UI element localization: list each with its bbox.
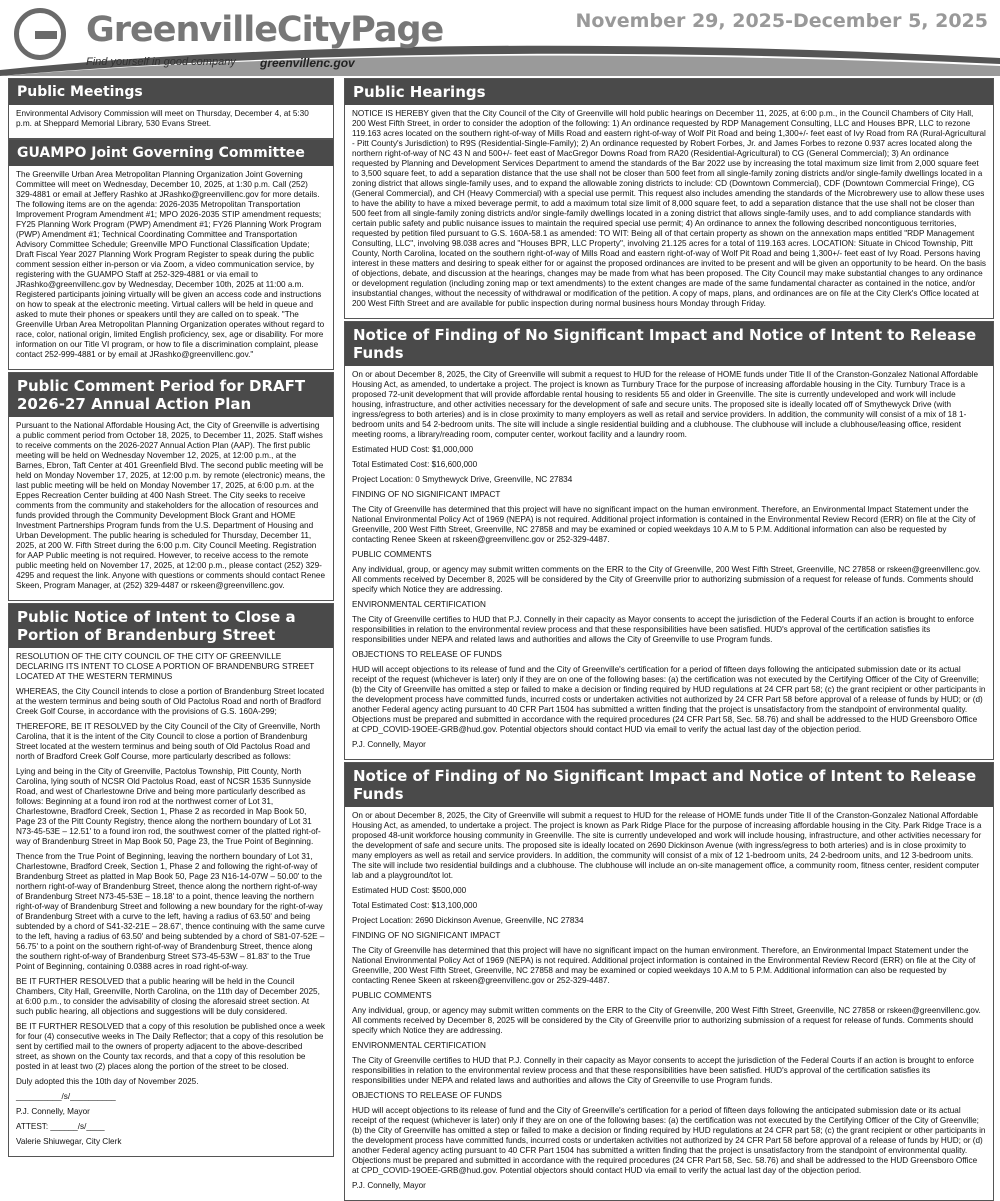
draft-plan-section xyxy=(8,372,334,601)
paragraph: On or about December 8, 2025, the City of Greenville will submit a request to HUD for the release of HOME funds under Title II of the Cranston-Gonzalez National Affordable Housing Act, as amended, to undertake a project. The project is known as Turnbury Trace for the purpose of increasing affordable housing in the City. Turnbury Trace is a proposed 72-unit development that will provide affordable rental housing to residents 55 and older in Greenville. The site is currently undeveloped and work will include housing, infrastructure, and other activities necessary for the development of safe and secure units. The proposed site is ideally located off of Smythewyck Drive (with ingress/egress to both arteries) and is in close proximity to many employers as well as retail and service providers. In addition, the community will consist of a mix of 18 1-bedroom units and 54 2-bedroom units. The site will include a single residential building and a clubhouse. The clubhouse will include a clubhouse/leasing office, resident meeting rooms, a library/reading room, computer center, workout facility and a laundry room. xyxy=(352,370,979,439)
paragraph: PUBLIC COMMENTS xyxy=(352,991,432,1000)
attest-line: ATTEST: ______/s/____ xyxy=(16,1122,105,1131)
paragraph: RESOLUTION OF THE CITY COUNCIL OF THE CITY OF GREENVILLE DECLARING ITS INTENT TO CLOSE A PORTION OF BRANDENBURG STREET LOCATED AT THE WESTERN TERMINUS xyxy=(16,652,315,681)
section-heading: GUAMPO Joint Governing Committee xyxy=(9,140,333,166)
right-column xyxy=(344,78,994,1201)
date-range: November 29, 2025-December 5, 2025 xyxy=(575,10,988,32)
section-heading: Public Notice of Intent to Close a Portion of Brandenburg Street xyxy=(9,604,333,648)
paragraph: HUD will accept objections to its release of fund and the City of Greenville's certification for a period of fifteen days following the anticipated submission date or its actual receipt of the request (whichever is later) only if they are on one of the following bases: (a) the certification was not executed by the Certifying Officer of the City of Greenville; (b) the City of Greenville has omitted a step or failed to make a decision or finding required by HUD regulations at 24 CFR part 58; (c) the grant recipient or other participants in the development process have committed funds, incurred costs or undertaken activities not authorized by 24 CFR Part 58 before approval of a release of funds by HUD; or (d) another Federal agency acting pursuant to 40 CFR Part 1504 has submitted a written finding that the project is unsatisfactory from the standpoint of environmental quality. Objections must be prepared and submitted in accordance with the required procedures (24 CFR Part 58, Sec. 58.76) and shall be addressed to the HUD Greensboro Office at CPD_COVID-19OEE-GRB@hud.gov. Potential objectors should contact HUD via email to verify the actual last day of the objection period. xyxy=(352,665,986,734)
site-link[interactable]: greenvillenc.gov xyxy=(260,56,355,70)
paragraph: Project Location: 2690 Dickinson Avenue, Greenville, NC 27834 xyxy=(352,916,584,925)
paragraph: PUBLIC COMMENTS xyxy=(352,550,432,559)
left-column xyxy=(8,78,334,1157)
paragraph: Any individual, group, or agency may submit written comments on the ERR to the City of Greenville, 200 West Fifth Street, Greenville, NC 27858 or rskeen@greenvillenc.gov. All comments received by December 8, 2025 will be considered by the City of Greenville prior to authorizing submission of a request for release of funds. Comments should specify which Notice they are addressing. xyxy=(352,565,981,594)
paragraph: BE IT FURTHER RESOLVED that a copy of this resolution be published once a week for four (4) consecutive weeks in The Daily Reflector; that a copy of this resolution be sent by certified mail to the owners of property adjacent to the above-described street, as shown on the County tax records, and that a copy of this resolution be posted in at least two (2) places along the portion of the street to be closed. xyxy=(16,1022,326,1071)
tagline: Find yourself in good company xyxy=(86,56,236,68)
attest-name: Valerie Shiuwegar, City Clerk xyxy=(16,1137,122,1146)
section-text: The Greenville Urban Area Metropolitan Planning Organization Joint Governing Committee will meet on Wednesday, December 10, 2025, at 1:30 p.m. Call (252) 329-4881 or email at Jeffery Rashko at JRashko@greenvillenc.gov for more details. The following items are on the agenda: 2026-2035 Metropolitan Transportation Improvement Program Amendment #1; MPO 2026-2035 STIP amendment requests; FY25 Planning Work Program (PWP) Amendment #1; FY26 Planning Work Program (PWP) Amendment #1; Technical Coordinating Committee and Transportation Advisory Committee Schedule; Greenville MPO Functional Classification Update; Draft Fiscal Year 2027 Planning Work Program Register to speak during the public comment session either in-person or via Zoom, a video communication service, by registering with the GUAMPO Staff at 252-329-4881 or via email to JRashko@greenvillenc.gov by Wednesday, December 10th, 2025 at 11:00 a.m. Registered participants joining virtually will be given an access code and instructions on how to speak at the electronic meeting. Virtual callers will be held in queue and asked to mute their phones or speakers until they are called on to speak. "The Greenville Urban Area Metropolitan Planning Organization operates without regard to race, color, national origin, limited English proficiency, sex, age or disability. For more information on our Title VI program, or how to file a discrimination complaint, please contact 252-999-4881 or by email at JRashko@greenvillenc.gov." xyxy=(16,170,325,359)
paragraph: The City of Greenville has determined that this project will have no significant impact on the human environment. Therefore, an Environmental Impact Statement under the National Environmental Policy Act of 1969 (NEPA) is not required. Additional project information is contained in the Environmental Review Record (ERR) on file at the City of Greenville, 200 West Fifth Street, Greenville, NC 27858 and may be examined or copied weekdays 10 A.M to 5 P.M. Additional information can also be requested by contacting Renee Skeen at rskeen@greenvillenc.gov or 252-329-4487. xyxy=(352,946,976,985)
guampo-section xyxy=(8,139,334,370)
paragraph: The City of Greenville certifies to HUD that P.J. Connelly in their capacity as Mayor consents to accept the jurisdiction of the Federal Courts if an action is brought to enforce responsibilities in relation to the environmental review process and that these responsibilities have been satisfied. HUD's approval of the certification satisfies its responsibilities under NEPA and related laws and authorities and allows the City of Greenville to use Program funds. xyxy=(352,1056,974,1085)
paragraph: WHEREAS, the City Council intends to close a portion of Brandenburg Street located at the western terminus and being south of Old Pactolus Road and north of Bradford Creek Golf Course, in accordance with the provisions of G.S. 160A-299; xyxy=(16,687,325,716)
section-text: NOTICE IS HEREBY given that the City Council of the City of Greenville will hold public hearings on December 11, 2025, at 6:00 p.m., in the Council Chambers of City Hall, 200 West Fifth Street, in order to consider the adoption of the following: 1) An ordinance requested by RDP Management Consulting, LLC and Houses BPR, LLC to rezone 119.163 acres located on the southern right-of-way of Mills Road and eastern right-of-way of Wolf Pit Road and being 1,300+/- feet east of Ivy Road from RA (Rural-Agricultural - Pitt County's Jurisdiction) to R9S (Residential-Single-Family); 2) An ordinance requested by Robert Forbes, Jr. and James Forbes to rezone 0.937 acres located along the northern right-of-way of NC 43 N and 500+/- feet east of MacGregor Downs Road from RA20 (Residential-Agricultural) to CG (General Commercial); 3) An ordinance requested by Planning and Development Services Department to amend the standards of the Bar 2022 use by increasing the total maximum size limit from 2,000 square feet to 3,500 square feet, to add a separation distance that the use shall not be closer than 500 feet from all single-family zoning districts and/or single-family dwellings located in a zoning district that allows single-family uses, and to expand the allowable zoning districts to include: CD (Downtown Commercial), CDF (Downtown Commercial Fringe), CG (General Commercial), and CH (Heavy Commercial) with a special use permit. This request also includes amending the standards of the Microbrewery use to allow these uses to have the ability to have a mixed beverage permit, to add a maximum total size limit of 8,000 square feet, to add a separation distance that the use shall not be closer than 500 feet from all single-family zoning districts and/or single-family dwellings located in a zoning district that allows single-family uses, and to add compliance standards with certain public safety and public nuisance issues to maintain the required special use permit; 4) An ordinance to annex the following described noncontiguous territories, requested by petition filed pursuant to G.S. 160A-58.1 as amended: TO WIT: Being all of that certain property as shown on the annexation maps entitled "RDP Management Consulting, LLC", involving 98.038 acres and "Houses BPR, LLC Property", involving 21.125 acres for a total of 119.163 acres. LOCATION: Situate in Chicod Township, Pitt County, North Carolina, located on the southern right-of-way of Mills Road and eastern right-of-way of Wolf Pit Road and being 1,300+/- feet east of Ivy Road. Persons having interest in these matters and desiring to speak either for or against the proposed ordinances are invited to be present and will be given an opportunity to be heard. On the basis of objections, debate, and discussion at the hearings, changes may be made from what has been proposed. The City Council may make substantial changes to any ordinance or development regulation (including zoning map or text amendments) to the extent changes are made of the same fundamental character as contained in the notice, and/or insubstantial changes, without the necessity of withdrawal or modification of the petition. A copy of maps, plans, and ordinances are on file at the City Clerk's Office located at 200 West Fifth Street and are available for public inspection during normal business hours Monday through Friday. xyxy=(352,109,987,308)
paragraph: OBJECTIONS TO RELEASE OF FUNDS xyxy=(352,650,502,659)
paragraph: Estimated HUD Cost: $500,000 xyxy=(352,886,467,895)
paragraph: The City of Greenville has determined that this project will have no significant impact on the human environment. Therefore, an Environmental Impact Statement under the National Environmental Policy Act of 1969 (NEPA) is not required. Additional project information is contained in the Environmental Review Record (ERR) on file at the City of Greenville, 200 West Fifth Street, Greenville, NC 27858 and may be examined or copied weekdays 10 A.M to 5 P.M. Additional information can also be requested by contacting Renee Skeen at rskeen@greenvillenc.gov or 252-329-4487. xyxy=(352,505,976,544)
section-heading: Public Comment Period for DRAFT 2026-27 Annual Action Plan xyxy=(9,373,333,417)
section-heading: Notice of Finding of No Significant Impact and Notice of Intent to Release Funds xyxy=(345,763,993,807)
signature-line: __________/s/__________ xyxy=(16,1092,116,1101)
paragraph: On or about December 8, 2025, the City of Greenville will submit a request to HUD for the release of HOME funds under Title II of the Cranston-Gonzalez National Affordable Housing Act, as amended, to undertake a project. The project is known as Park Ridge Place for the purpose of increasing affordable housing in the City. Park Ridge Trace is a proposed 48-unit workforce housing community in Greenville. The site is currently undeveloped and work will include housing, infrastructure, and other activities necessary for the development of safe and secure units. The proposed site is ideally located on 2690 Dickinson Avenue (with ingress/egress to both arteries) and is in close proximity to many employers as well as retail and service providers. In addition, the community will consist of a mix of 12 1-bedroom units, 24 2-bedroom units, and 12 3-bedroom units. The site will include two residential buildings and a clubhouse. The clubhouse will include an on-site management office, a community room, fitness center, resident computer lab and a playground/tot lot. xyxy=(352,811,982,880)
paragraph: Estimated HUD Cost: $1,000,000 xyxy=(352,445,474,454)
paragraph: HUD will accept objections to its release of fund and the City of Greenville's certification for a period of fifteen days following the anticipated submission date or its actual receipt of the request (whichever is later) only if they are on one of the following bases: (a) the certification was not executed by the Certifying Officer of the City of Greenville; (b) the City of Greenville has omitted a step or failed to make a decision or finding required by HUD regulations at 24 CFR part 58; (c) the grant recipient or other participants in the development process have committed funds, incurred costs or undertaken activities not authorized by 24 CFR Part 58 before approval of a release of funds by HUD; or (d) another Federal agency acting pursuant to 40 CFR Part 1504 has submitted a written finding that the project is unsatisfactory from the standpoint of environmental quality. Objections must be prepared and submitted in accordance with the required procedures (24 CFR Part 58, Sec. 58.76) and shall be addressed to the HUD Greensboro Office at CPD_COVID-19OEE-GRB@hud.gov. Potential objectors should contact HUD via email to verify the actual last day of the objection period. xyxy=(352,1106,986,1175)
paragraph: Thence from the True Point of Beginning, leaving the northern boundary of Lot 31, Charlestowne, Bradford Creek, Section 1, Phase 2 and following the right-of-way of Brandenburg Street as platted in Map Book 50, Page 23 N16-14-07W – 50.00' to the northern right-of-way of Brandenburg Street, thence along the northern right-of-way of Brandenburg Street N73-45-53E – 18.18' to a point, thence leaving the northern right-of-way of Brandenburg Street and following a new boundary for the right-of-way of Brandenburg Street with a curve to the left, having a radius of 63.50' and being subtended by a chord of S41-32-21E – 28.67', thence continuing with the same curve to the left, having a radius of 63.50' and being subtended by a chord of S81-07-52E – 56.75' to a point on the southern right-of-way of Brandenburg Street, thence along the southern right-of-way of Brandenburg Street S73-45-53W – 81.83' to the True Point of Beginning, containing 0.0388 acres in road right-of-way. xyxy=(16,852,325,971)
paragraph: Project Location: 0 Smythewyck Drive, Greenville, NC 27834 xyxy=(352,475,573,484)
paragraph: FINDING OF NO SIGNIFICANT IMPACT xyxy=(352,490,501,499)
paragraph: P.J. Connelly, Mayor xyxy=(352,740,426,749)
paragraph: The City of Greenville certifies to HUD that P.J. Connelly in their capacity as Mayor consents to accept the jurisdiction of the Federal Courts if an action is brought to enforce responsibilities in relation to the environmental review process and that these responsibilities have been satisfied. HUD's approval of the certification satisfies its responsibilities under NEPA and related laws and authorities and allows the City of Greenville to use Program funds. xyxy=(352,615,974,644)
fonsi-section-2 xyxy=(344,762,994,1201)
paragraph: THEREFORE, BE IT RESOLVED by the City Council of the City of Greenville, North Carolina, that it is the intent of the City Council to close a portion of Brandenburg Street located at the western terminus and being south of Old Pactolus Road and north of Bradford Creek Golf Course, more particularly described as follows: xyxy=(16,722,321,761)
fonsi-section-1 xyxy=(344,321,994,760)
paragraph: OBJECTIONS TO RELEASE OF FUNDS xyxy=(352,1091,502,1100)
public-hearings-section xyxy=(344,78,994,319)
masthead-title: GreenvilleCityPage xyxy=(86,10,444,50)
paragraph: ENVIRONMENTAL CERTIFICATION xyxy=(352,1041,486,1050)
paragraph: Total Estimated Cost: $13,100,000 xyxy=(352,901,478,910)
g-logo-icon xyxy=(14,8,66,60)
section-heading: Notice of Finding of No Significant Impact and Notice of Intent to Release Funds xyxy=(345,322,993,366)
paragraph: FINDING OF NO SIGNIFICANT IMPACT xyxy=(352,931,501,940)
public-meetings-section xyxy=(8,78,334,139)
paragraph: Any individual, group, or agency may submit written comments on the ERR to the City of Greenville, 200 West Fifth Street, Greenville, NC 27858 or rskeen@greenvillenc.gov. All comments received by December 8, 2025 will be considered by the City of Greenville prior to authorizing submission of a request for release of funds. Comments should specify which Notice they are addressing. xyxy=(352,1006,981,1035)
paragraph: P.J. Connelly, Mayor xyxy=(352,1181,426,1190)
brandenburg-section xyxy=(8,603,334,1157)
signature-name: P.J. Connelly, Mayor xyxy=(16,1107,90,1116)
paragraph: Total Estimated Cost: $16,600,000 xyxy=(352,460,478,469)
paragraph: ENVIRONMENTAL CERTIFICATION xyxy=(352,600,486,609)
paragraph: Lying and being in the City of Greenville, Pactolus Township, Pitt County, North Carolina, lying south of NCSR Old Pactolus Road, east of NCSR 1535 Sunnyside Road, and west of Charlestowne Drive and being more particularly described as follows: Beginning at a found iron rod at the northwest corner of Lot 31, Charlestowne, Bradford Creek, Section 1, Phase 2 as recorded in Map Book 50, Page 23 of the Pitt County Registry, thence along the northern boundary of Lot 31 N73-45-53E – 12.51' to a found iron rod, the southwest corner of the platted right-of-way of Brandenburg Street in Map Book 50, Page 23, the True Point of Beginning. xyxy=(16,767,321,846)
section-text: Environmental Advisory Commission will meet on Thursday, December 4, at 5:30 p.m. at Sheppard Memorial Library, 530 Evans Street. xyxy=(16,109,309,128)
masthead xyxy=(0,0,1000,76)
paragraph: BE IT FURTHER RESOLVED that a public hearing will be held in the Council Chambers, City Hall, Greenville, North Carolina, on the 11th day of December 2025, at 6:00 p.m., to consider the advisability of closing the aforesaid street section. At such public hearing, all objections and suggestions will be duly considered. xyxy=(16,977,320,1016)
section-text: Pursuant to the National Affordable Housing Act, the City of Greenville is advertising a public comment period from October 18, 2025, to December 11, 2025. Staff wishes to receive comments on the 2026-2027 Annual Action Plan (AAP). The first public meeting will be held on Wednesday November 12, 2025, at 12:00 p.m., at the Barnes, Ebron, Taft Center at 401 Greenfield Blvd. The second public meeting will be held on Monday November 17, 2025, at 12:00 p.m. by remote (electronic) means, the last public meeting will be held on Monday November 17, 2025, at 6:00 p.m. at the Eppes Recreation Center building at 400 Nash Street. The City seeks to receive comments from the community and stakeholders for the allocation of resources and funds provided through the Community Development Block Grant and HOME Investment Partnerships Program funds from the U.S. Department of Housing and Urban Development. The public hearing is scheduled for Thursday, December 11, 2025, at 200 W. Fifth Street during the 6:00 p.m. City Council Meeting. Registration for AAP Public meeting is not required. However, to receive access to the remote public meeting held on November 17, 2025, at 12:00 p.m., please contact (252) 329-4295 and request the link. Anyone with questions or comments should contact Renee Skeen, Program Manager, at (252) 329-4487 or rskeen@greenvillenc.gov. xyxy=(16,421,326,590)
section-heading: Public Meetings xyxy=(9,79,333,105)
paragraph: Duly adopted this the 10th day of November 2025. xyxy=(16,1077,199,1086)
section-heading: Public Hearings xyxy=(345,79,993,105)
